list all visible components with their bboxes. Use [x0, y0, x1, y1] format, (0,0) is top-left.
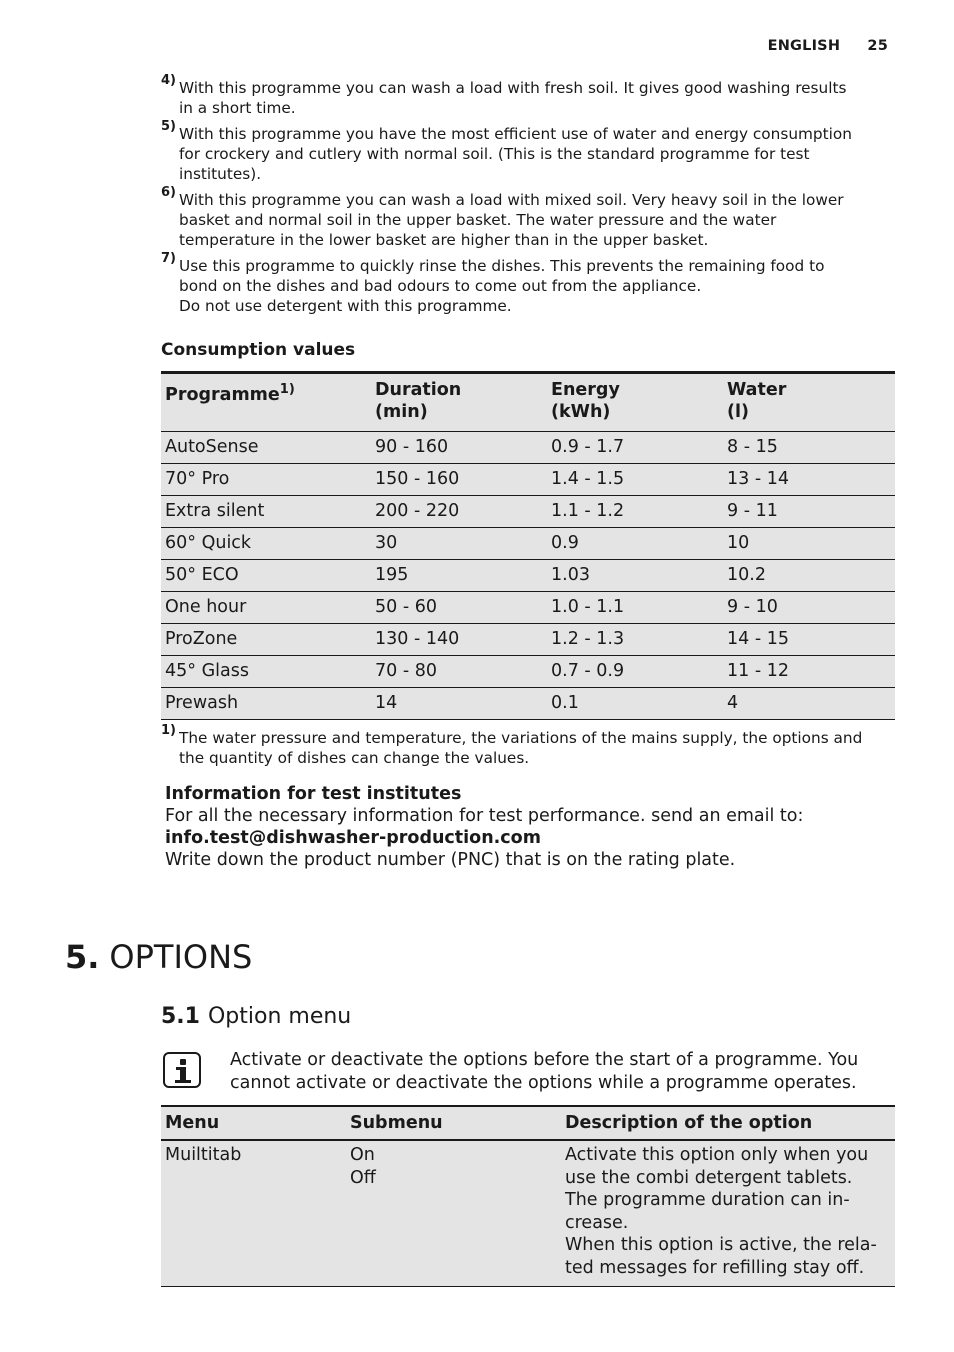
- submenu-value: On: [350, 1145, 375, 1165]
- footnote-6: [161, 185, 896, 250]
- table-row: [161, 1140, 895, 1286]
- description-line: When this option is active, the rela-: [565, 1235, 877, 1256]
- table-cell: AutoSense: [165, 437, 259, 457]
- column-header-unit: (min): [375, 402, 428, 422]
- footnote-mark: 6): [161, 185, 176, 200]
- table-cell: 70 - 80: [375, 661, 437, 681]
- footnote-mark: 4): [161, 73, 176, 88]
- column-header-unit: (l): [727, 402, 749, 422]
- footnote-mark: 1): [161, 723, 176, 738]
- notice-line: cannot activate or deactivate the options while a programme operates.: [230, 1073, 857, 1093]
- footnote-line: With this programme you have the most efficient use of water and energy consumption: [179, 125, 852, 143]
- table-cell: 14 - 15: [727, 629, 789, 649]
- table-header-row: [161, 1106, 895, 1140]
- chapter-heading: [65, 938, 252, 976]
- column-header-label: Energy: [551, 380, 620, 400]
- info-body: For all the necessary information for test performance. send an email to:: [165, 806, 804, 826]
- column-header: Menu: [165, 1113, 220, 1133]
- footnote-7: [161, 251, 896, 316]
- table-cell: 1.0 - 1.1: [551, 597, 625, 617]
- column-header: [161, 373, 371, 432]
- description-line: ted messages for refilling stay off.: [565, 1257, 865, 1278]
- info-icon: [163, 1052, 201, 1088]
- header-language: ENGLISH: [767, 38, 841, 54]
- notice-text: [230, 1049, 890, 1095]
- programme-footnotes: [161, 73, 896, 322]
- table-cell: 8 - 15: [727, 437, 778, 457]
- footnote-mark: 5): [161, 119, 176, 134]
- section-number: 5.1: [161, 1004, 200, 1029]
- column-header: [371, 373, 547, 432]
- footnote-4: [161, 73, 896, 118]
- test-institutes-info: [165, 783, 895, 871]
- footnote-line: The water pressure and temperature, the variations of the mains supply, the options and: [179, 729, 863, 747]
- table-cell: 14: [375, 693, 398, 713]
- description-line: Activate this option only when you: [565, 1145, 869, 1165]
- column-header-label: Duration: [375, 380, 462, 400]
- option-menu-cell: Muiltitab: [165, 1145, 242, 1165]
- column-header: Description of the option: [565, 1113, 813, 1133]
- table-cell: 1.1 - 1.2: [551, 501, 625, 521]
- consumption-table: [161, 371, 895, 720]
- chapter-title: OPTIONS: [109, 938, 253, 976]
- table-cell: Prewash: [165, 693, 239, 713]
- page-header: [768, 38, 888, 54]
- column-header: [547, 373, 723, 432]
- description-line: use the combi detergent tablets.: [565, 1167, 853, 1188]
- table-cell: 0.7 - 0.9: [551, 661, 625, 681]
- submenu-value: Off: [350, 1167, 376, 1188]
- footnote-line: for crockery and cutlery with normal soil. (This is the standard programme for test: [179, 145, 810, 163]
- table-cell: 10: [727, 533, 750, 553]
- table-row: [161, 464, 895, 496]
- description-line: The programme duration can in-: [565, 1190, 850, 1211]
- table-cell: 200 - 220: [375, 501, 460, 521]
- table-cell: 45° Glass: [165, 661, 249, 681]
- column-header-label: Water: [727, 380, 787, 400]
- table-row: [161, 496, 895, 528]
- info-email: info.test@dishwasher-production.com: [165, 828, 541, 848]
- column-header-unit: (kWh): [551, 402, 611, 422]
- footnote-mark: 7): [161, 251, 176, 266]
- option-submenu-cell: [346, 1140, 561, 1286]
- table-cell: 1.2 - 1.3: [551, 629, 625, 649]
- footnote-line: Use this programme to quickly rinse the dishes. This prevents the remaining food to: [179, 257, 825, 275]
- column-header-label: Programme: [165, 384, 280, 405]
- table-cell: 4: [727, 693, 739, 713]
- footnote-line: the quantity of dishes can change the values.: [179, 749, 530, 767]
- options-table: [161, 1105, 895, 1287]
- footnote-line: With this programme you can wash a load with mixed soil. Very heavy soil in the lower: [179, 191, 844, 209]
- table-cell: 130 - 140: [375, 629, 460, 649]
- table-row: [161, 688, 895, 720]
- table-cell: 11 - 12: [727, 661, 789, 681]
- table-cell: 70° Pro: [165, 469, 230, 489]
- footnote-line: temperature in the lower basket are higher than in the upper basket.: [179, 231, 709, 249]
- table-row: [161, 560, 895, 592]
- footnote-line: institutes).: [179, 165, 262, 183]
- description-line: crease.: [565, 1212, 629, 1233]
- table-cell: 0.1: [551, 693, 579, 713]
- table-cell: One hour: [165, 597, 247, 617]
- option-description-cell: [561, 1140, 895, 1286]
- table-cell: 150 - 160: [375, 469, 460, 489]
- footnote-line: Do not use detergent with this programme.: [179, 297, 512, 315]
- footnote-line: in a short time.: [179, 99, 296, 117]
- table-row: [161, 592, 895, 624]
- table-footnote: [161, 723, 914, 768]
- table-cell: 1.4 - 1.5: [551, 469, 625, 489]
- table-header-row: [161, 373, 895, 432]
- table-cell: 0.9 - 1.7: [551, 437, 625, 457]
- table-row: [161, 528, 895, 560]
- table-cell: 9 - 11: [727, 501, 778, 521]
- footnote-ref: 1): [279, 382, 295, 397]
- table-cell: 50° ECO: [165, 565, 239, 585]
- table-cell: 13 - 14: [727, 469, 789, 489]
- table-cell: 50 - 60: [375, 597, 437, 617]
- table-cell: 1.03: [551, 565, 590, 585]
- info-title: Information for test institutes: [165, 784, 462, 804]
- table-row: [161, 624, 895, 656]
- table-cell: 30: [375, 533, 398, 553]
- section-heading: [161, 1004, 351, 1029]
- footnote-line: bond on the dishes and bad odours to come out from the appliance.: [179, 277, 702, 295]
- notice-line: Activate or deactivate the options before the start of a programme. You: [230, 1050, 859, 1070]
- info-footer: Write down the product number (PNC) that is on the rating plate.: [165, 850, 736, 870]
- footnote-line: basket and normal soil in the upper basket. The water pressure and the water: [179, 211, 777, 229]
- table-cell: 90 - 160: [375, 437, 449, 457]
- table-cell: 60° Quick: [165, 533, 252, 553]
- column-header: Submenu: [350, 1113, 443, 1133]
- table-cell: 195: [375, 565, 409, 585]
- footnote-5: [161, 119, 896, 184]
- table-cell: 10.2: [727, 565, 766, 585]
- table-cell: ProZone: [165, 629, 238, 649]
- table-row: [161, 656, 895, 688]
- footnote-line: With this programme you can wash a load with fresh soil. It gives good washing results: [179, 79, 847, 97]
- consumption-title: Consumption values: [161, 340, 356, 360]
- table-cell: Extra silent: [165, 501, 265, 521]
- section-title: Option menu: [207, 1004, 352, 1029]
- page-number: 25: [867, 38, 888, 54]
- column-header: [723, 373, 895, 432]
- table-row: [161, 432, 895, 464]
- chapter-number: 5.: [65, 938, 100, 976]
- table-cell: 9 - 10: [727, 597, 778, 617]
- table-cell: 0.9: [551, 533, 579, 553]
